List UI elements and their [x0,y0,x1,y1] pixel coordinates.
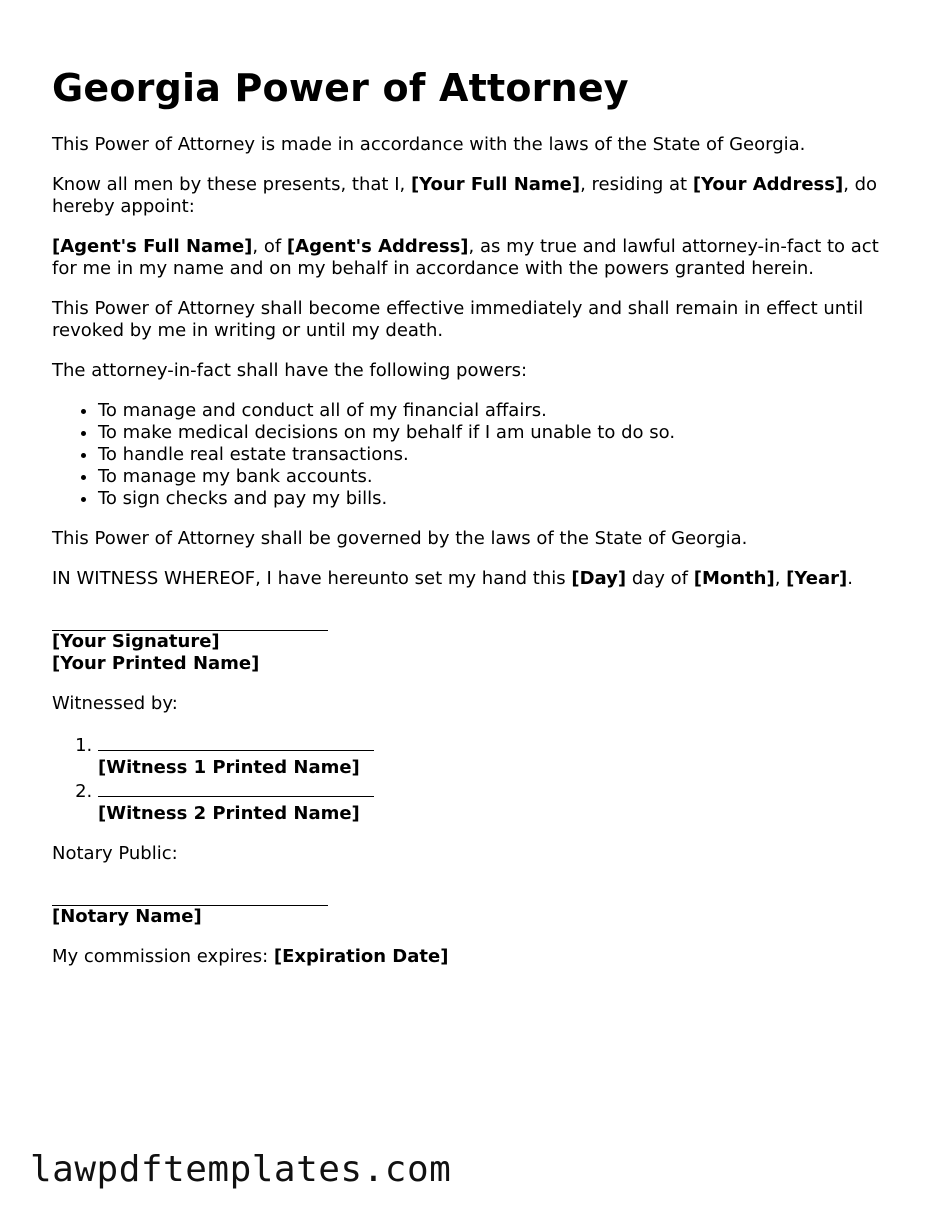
powers-intro: The attorney-in-fact shall have the following powers: [52,360,528,381]
witness-name-placeholder: [Witness 2 Printed Name] [98,803,360,824]
witness-clause [52,568,892,590]
day-placeholder: [Day] [571,568,627,589]
document-title: Georgia Power of Attorney [52,66,629,110]
witness-list [52,733,892,825]
agent-name-placeholder: [Agent's Full Name] [52,236,253,257]
appointment-text-mid: , residing at [580,174,693,195]
commission-paragraph [52,946,892,968]
expiration-date-placeholder: [Expiration Date] [273,946,449,967]
witness-clause-mid2: , [774,568,787,589]
appointment-paragraph [52,174,892,218]
signature-placeholder: [Your Signature] [52,631,220,652]
list-item: • To sign checks and pay my bills. [98,488,892,510]
notary-signature-block [52,883,892,928]
appointment-text-pre: Know all men by these presents, that I, [52,174,411,195]
list-item: • To make medical decisions on my behalf if I am unable to do so. [98,422,892,444]
notary-label: Notary Public: [52,843,178,864]
list-item: • To manage my bank accounts. [98,466,892,488]
witness-item [98,779,892,825]
month-placeholder: [Month] [693,568,775,589]
footer-watermark: lawpdftemplates.com [30,1149,452,1190]
principal-signature-block [52,608,892,675]
agent-address-placeholder: [Agent's Address] [286,236,469,257]
agent-text-mid: , of [252,236,287,257]
witness-clause-post: . [847,568,853,589]
list-item: • To handle real estate transactions. [98,444,892,466]
list-item: • To manage and conduct all of my financial affairs. [98,400,892,422]
year-placeholder: [Year] [786,568,848,589]
witness-signature-line[interactable] [98,779,374,797]
printed-name-placeholder: [Your Printed Name] [52,653,260,674]
witness-clause-mid1: day of [626,568,694,589]
notary-name-placeholder: [Notary Name] [52,906,202,927]
witness-item [98,733,892,779]
document [52,62,892,986]
effective-paragraph: This Power of Attorney shall become effective immediately and shall remain in effect until revoked by me in writing or until my death. [52,298,864,341]
intro-paragraph: This Power of Attorney is made in accordance with the laws of the State of Georgia. [52,134,806,155]
principal-address-placeholder: [Your Address] [692,174,844,195]
governing-law-paragraph: This Power of Attorney shall be governed by the laws of the State of Georgia. [52,528,748,549]
witness-name-placeholder: [Witness 1 Printed Name] [98,757,360,778]
witnessed-by-label: Witnessed by: [52,693,178,714]
commission-label: My commission expires: [52,946,274,967]
principal-name-placeholder: [Your Full Name] [410,174,581,195]
notary-signature-line[interactable] [52,887,328,906]
signature-line[interactable] [52,612,328,631]
agent-text-post: , as my true and lawful attorney-in-fact to act for me in my name and on my behalf in accordance with the powers granted herein. [52,236,879,279]
agent-paragraph [52,236,892,280]
appointment-text-post: , do hereby appoint: [52,174,878,217]
witness-clause-pre: IN WITNESS WHEREOF, I have hereunto set my hand this [52,568,572,589]
powers-list [52,400,892,510]
witness-signature-line[interactable] [98,733,374,751]
